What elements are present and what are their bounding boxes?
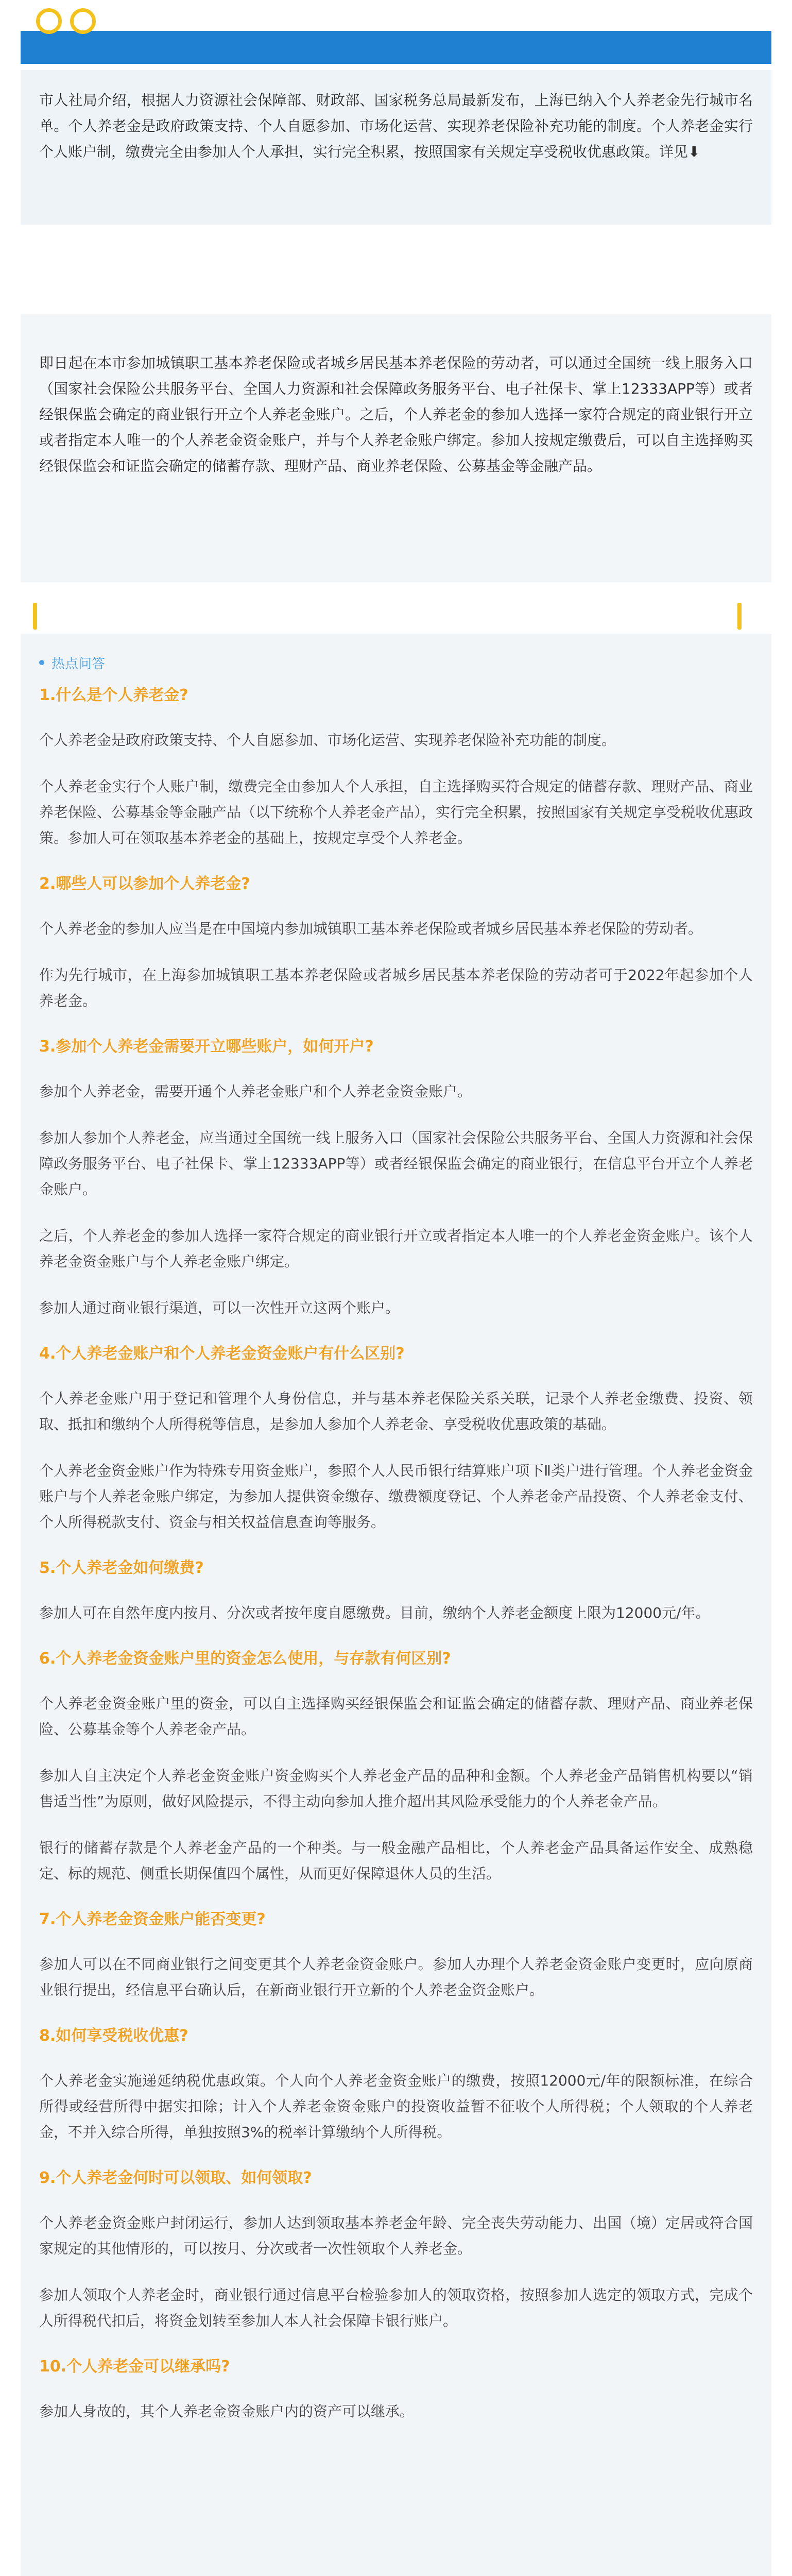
- answer-paragraph: 参加人可以在不同商业银行之间变更其个人养老金资金账户。参加人办理个人养老金资金账户变更时，应向原商业银行提出，经信息平台确认后，在新商业银行开立新的个人养老金资金账户。: [39, 1956, 753, 1998]
- hot-qa-label-text: 热点问答: [51, 656, 106, 672]
- answer-paragraph: 个人养老金账户用于登记和管理个人身份信息，并与基本养老保险关系关联，记录个人养老金缴费、投资、领取、抵扣和缴纳个人所得税等信息，是参加人参加个人养老金、享受税收优惠政策的基础。: [39, 1390, 753, 1433]
- question-title: 3.参加个人养老金需要开立哪些账户，如何开户?: [39, 1038, 374, 1056]
- qa-item: [39, 683, 753, 851]
- answer-paragraph: 参加人可在自然年度内按月、分次或者按年度自愿缴费。目前，缴纳个人养老金额度上限为12000元/年。: [39, 1604, 710, 1621]
- question-title: 8.如何享受税收优惠?: [39, 2027, 188, 2045]
- answer-paragraph: 参加人身故的，其个人养老金资金账户内的资产可以继承。: [39, 2403, 415, 2420]
- answer-paragraph: 个人养老金资金账户里的资金，可以自主选择购买经银保监会和证监会确定的储蓄存款、理财产品、商业养老保险、公募基金等个人养老金产品。: [39, 1695, 753, 1738]
- qa-item: [39, 2024, 753, 2145]
- answer-paragraph: 个人养老金资金账户封闭运行，参加人达到领取基本养老金年龄、完全丧失劳动能力、出国（境）定居或符合国家规定的其他情形的，可以按月、分次或者一次性领取个人养老金。: [39, 2214, 753, 2257]
- answer-paragraph: 个人养老金资金账户作为特殊专用资金账户，参照个人人民币银行结算账户项下Ⅱ类户进行管理。个人养老金资金账户与个人养老金账户绑定，为参加人提供资金缴存、缴费额度登记、个人养老金产品投资、个人养老金支付、个人所得税款支付、资金与相关权益信息查询等服务。: [39, 1462, 753, 1531]
- question-title: 9.个人养老金何时可以领取、如何领取?: [39, 2169, 312, 2187]
- qa-item: [39, 1342, 753, 1535]
- hot-qa-label: [39, 652, 753, 673]
- question-title: 5.个人养老金如何缴费?: [39, 1559, 204, 1577]
- answer-paragraph: 银行的储蓄存款是个人养老金产品的一个种类。与一般金融产品相比，个人养老金产品具备运作安全、成熟稳定、标的规范、侧重长期保值四个属性，从而更好保障退休人员的生活。: [39, 1839, 753, 1882]
- top-banner: [21, 31, 771, 64]
- answer-paragraph: 个人养老金的参加人应当是在中国境内参加城镇职工基本养老保险或者城乡居民基本养老保险的劳动者。: [39, 920, 703, 937]
- answer-paragraph: 参加人通过商业银行渠道，可以一次性开立这两个账户。: [39, 1299, 400, 1316]
- question-title: 2.哪些人可以参加个人养老金?: [39, 875, 250, 893]
- left-accent-bar: [33, 603, 37, 630]
- qa-item: [39, 1647, 753, 1887]
- account-info-paragraph: 即日起在本市参加城镇职工基本养老保险或者城乡居民基本养老保险的劳动者，可以通过全国统一线上服务入口（国家社会保险公共服务平台、全国人力资源和社会保障政务服务平台、电子社保卡、掌上12333APP等）或者经银保监会确定的商业银行开立个人养老金账户。之后，个人养老金的参加人选择一家符合规定的商业银行开立或者指定本人唯一的个人养老金资金账户，并与个人养老金账户绑定。参加人按规定缴费后，可以自主选择购买经银保监会和证监会确定的储蓄存款、理财产品、商业养老保险、公募基金等金融产品。: [21, 314, 771, 582]
- answer-paragraph: 参加人参加个人养老金，应当通过全国统一线上服务入口（国家社会保险公共服务平台、全国人力资源和社会保障政务服务平台、电子社保卡、掌上12333APP等）或者经银保监会确定的商业银行，在信息平台开立个人养老金账户。: [39, 1129, 753, 1198]
- intro-paragraph: 市人社局介绍，根据人力资源社会保障部、财政部、国家税务总局最新发布，上海已纳入个人养老金先行城市名单。个人养老金是政府政策支持、个人自愿参加、市场化运营、实现养老保险补充功能的制度。个人养老金实行个人账户制，缴费完全由参加人个人承担，实行完全积累，按照国家有关规定享受税收优惠政策。详见⬇: [21, 70, 771, 225]
- question-title: 6.个人养老金资金账户里的资金怎么使用，与存款有何区别?: [39, 1650, 451, 1668]
- question-title: 7.个人养老金资金账户能否变更?: [39, 1910, 266, 1928]
- qa-item: [39, 872, 753, 1014]
- right-accent-bar: [737, 603, 742, 630]
- qa-item: [39, 1556, 753, 1626]
- ring-icon: [36, 8, 62, 34]
- answer-paragraph: 参加人自主决定个人养老金资金账户资金购买个人养老金产品的品种和金额。个人养老金产品销售机构要以“销售适当性”为原则，做好风险提示，不得主动向参加人推介超出其风险承受能力的个人养老金产品。: [39, 1767, 753, 1810]
- answer-paragraph: 个人养老金实行个人账户制，缴费完全由参加人个人承担，自主选择购买符合规定的储蓄存款、理财产品、商业养老保险、公募基金等金融产品（以下统称个人养老金产品），实行完全积累，按照国家有关规定享受税收优惠政策。参加人可在领取基本养老金的基础上，按规定享受个人养老金。: [39, 778, 753, 846]
- ring-icon: [70, 8, 96, 34]
- answer-paragraph: 个人养老金实施递延纳税优惠政策。个人向个人养老金资金账户的缴费，按照12000元/年的限额标准，在综合所得或经营所得中据实扣除；计入个人养老金资金账户的投资收益暂不征收个人所得税；个人领取的个人养老金，不并入综合所得，单独按照3%的税率计算缴纳个人所得税。: [39, 2072, 753, 2141]
- qa-panel: [21, 634, 771, 2576]
- qa-item: [39, 2166, 753, 2334]
- answer-paragraph: 之后，个人养老金的参加人选择一家符合规定的商业银行开立或者指定本人唯一的个人养老金资金账户。该个人养老金资金账户与个人养老金账户绑定。: [39, 1227, 753, 1270]
- answer-paragraph: 参加个人养老金，需要开通个人养老金账户和个人养老金资金账户。: [39, 1083, 472, 1100]
- answer-paragraph: 作为先行城市，在上海参加城镇职工基本养老保险或者城乡居民基本养老保险的劳动者可于2022年起参加个人养老金。: [39, 967, 753, 1009]
- question-title: 10.个人养老金可以继承吗?: [39, 2358, 230, 2376]
- qa-item: [39, 2354, 753, 2425]
- answer-paragraph: 参加人领取个人养老金时，商业银行通过信息平台检验参加人的领取资格，按照参加人选定的领取方式，完成个人所得税代扣后，将资金划转至参加人本人社会保障卡银行账户。: [39, 2286, 753, 2329]
- binder-rings-decoration: [36, 8, 103, 39]
- qa-item: [39, 1907, 753, 2003]
- question-title: 4.个人养老金账户和个人养老金资金账户有什么区别?: [39, 1345, 405, 1363]
- bullet-dot-icon: [39, 660, 44, 665]
- answer-paragraph: 个人养老金是政府政策支持、个人自愿参加、市场化运营、实现养老保险补充功能的制度。: [39, 732, 616, 749]
- question-title: 1.什么是个人养老金?: [39, 686, 188, 704]
- qa-item: [39, 1035, 753, 1321]
